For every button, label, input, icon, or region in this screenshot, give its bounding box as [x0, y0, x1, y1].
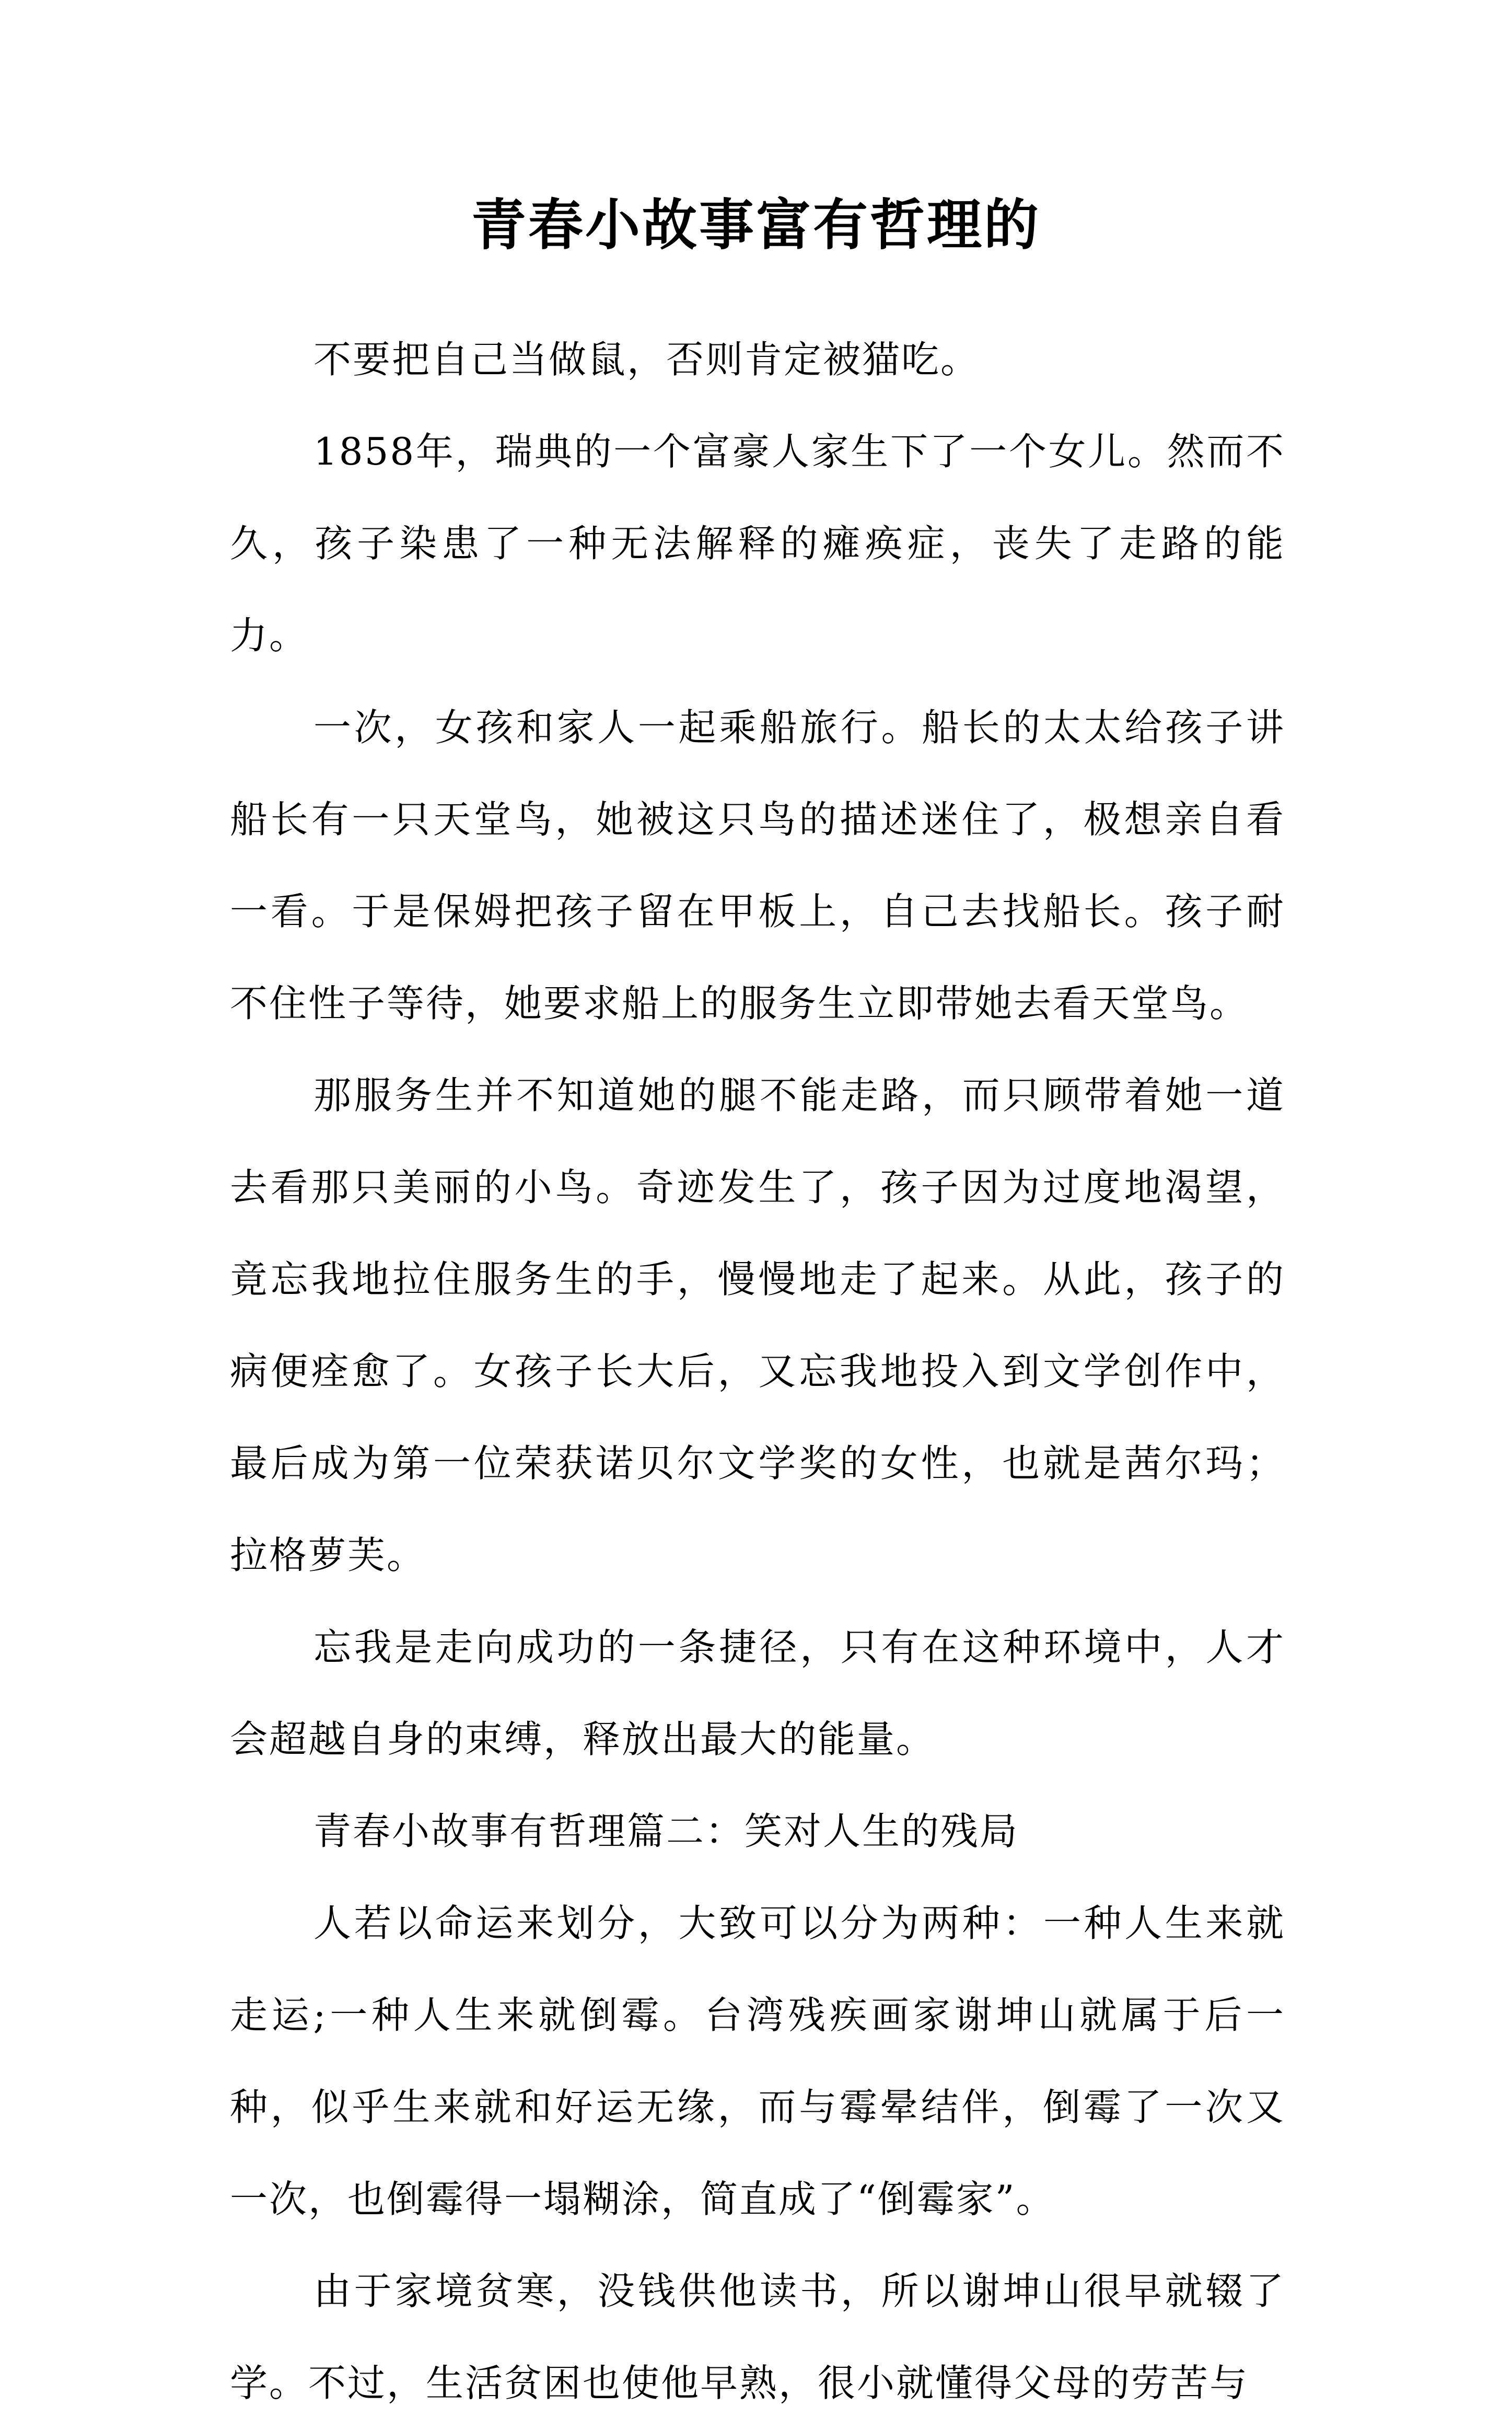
- paragraph: 那服务生并不知道她的腿不能走路，而只顾带着她一道去看那只美丽的小鸟。奇迹发生了，孩子因为过度地渴望，竟忘我地拉住服务生的手，慢慢地走了起来。从此，孩子的病便痊愈了。女孩子长大后，又忘我地投入到文学创作中，最后成为第一位荣获诺贝尔文学奖的女性，也就是茜尔玛；拉格萝芙。: [230, 1073, 1285, 1577]
- paragraph: 忘我是走向成功的一条捷径，只有在这种环境中，人才会超越自身的束缚，释放出最大的能量。: [230, 1625, 1285, 1761]
- paragraph: 一次，女孩和家人一起乘船旅行。船长的太太给孩子讲船长有一只天堂鸟，她被这只鸟的描述迷住了，极想亲自看一看。于是保姆把孩子留在甲板上，自己去找船长。孩子耐不住性子等待，她要求船上的服务生立即带她去看天堂鸟。: [230, 705, 1285, 1025]
- section-heading: 青春小故事有哲理篇二：笑对人生的残局: [313, 1809, 1019, 1853]
- paragraph: 由于家境贫寒，没钱供他读书，所以谢坤山很早就辍了学。不过，生活贫困也使他早熟，很小就懂得父母的劳苦与: [230, 2269, 1285, 2405]
- paragraph: 人若以命运来划分，大致可以分为两种：一种人生来就走运;一种人生来就倒霉。台湾残疾画家谢坤山就属于后一种，似乎生来就和好运无缘，而与霉晕结伴，倒霉了一次又一次，也倒霉得一塌糊涂，简直成了“倒霉家”。: [230, 1901, 1285, 2221]
- document-body: [230, 314, 1285, 2429]
- document-title: 青春小故事富有哲理的: [471, 192, 1041, 257]
- paragraph: 1858年，瑞典的一个富豪人家生下了一个女儿。然而不久，孩子染患了一种无法解释的瘫痪症，丧失了走路的能力。: [230, 430, 1285, 657]
- paragraph: 不要把自己当做鼠，否则肯定被猫吃。: [313, 338, 980, 381]
